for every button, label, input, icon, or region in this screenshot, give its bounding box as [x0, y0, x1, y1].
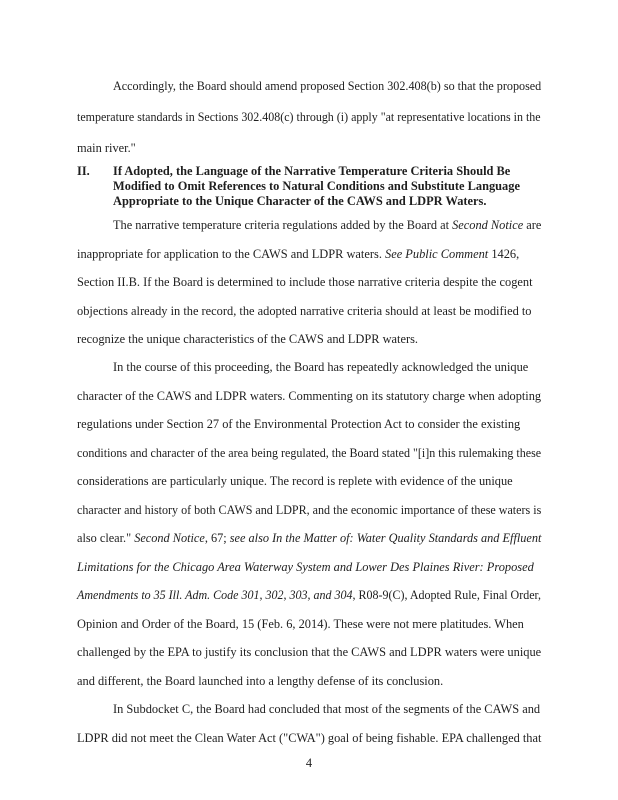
para3-line9-b: , R08-9(C), Adopted Rule, Final Order,	[352, 588, 542, 602]
para3-line7-c: , 67;	[204, 531, 230, 545]
para1-line2: temperature standards in Sections 302.408(c) through (i) apply "at representative locations in the	[77, 110, 541, 124]
para3-line1: In the course of this proceeding, the Board has repeatedly acknowledged the unique	[113, 360, 529, 374]
para3-line5: considerations are particularly unique. The record is replete with evidence of the unique	[77, 474, 513, 488]
para2-line1-c: are	[523, 218, 542, 232]
section-heading-line3: Appropriate to the Unique Character of the CAWS and LDPR Waters.	[113, 194, 487, 208]
para3-line7-a: also clear."	[77, 531, 135, 545]
para3-line7	[77, 531, 541, 545]
para2-line5: recognize the unique characteristics of the CAWS and LDPR waters.	[77, 332, 419, 346]
citation-case-title-end: Amendments to 35 Ill. Adm. Code 301, 302, 303, and 304	[77, 588, 353, 602]
para4-line1: In Subdocket C, the Board had concluded that most of the segments of the CAWS and	[113, 702, 541, 716]
para3-line6: character and history of both CAWS and LDPR, and the economic importance of these waters is	[77, 503, 542, 517]
para2-line3: Section II.B. If the Board is determined to include those narrative criteria despite the cogent	[77, 275, 533, 289]
para3-line9	[77, 588, 541, 602]
para2-line4: objections already in the record, the adopted narrative criteria should at least be modified to	[77, 304, 532, 318]
para3-line4: conditions and character of the area being regulated, the Board stated "[i]n this rulemaking these	[77, 446, 542, 460]
para3-line2: character of the CAWS and LDPR waters. Commenting on its statutory charge when adopting	[77, 389, 542, 403]
para4-line2: LDPR did not meet the Clean Water Act ("CWA") goal of being fishable. EPA challenged that	[77, 731, 542, 745]
section-number: II.	[77, 164, 90, 178]
para1-line1: Accordingly, the Board should amend proposed Section 302.408(b) so that the proposed	[113, 79, 542, 93]
citation-second-notice: Second Notice	[452, 218, 524, 232]
para3-line11: challenged by the EPA to justify its conclusion that the CAWS and LDPR waters were unique	[77, 645, 542, 659]
para2-line1-a: The narrative temperature criteria regulations added by the Board at	[113, 218, 453, 232]
citation-public-comment: See Public Comment	[385, 247, 489, 261]
para3-line8: Limitations for the Chicago Area Waterway System and Lower Des Plaines River: Proposed	[77, 560, 534, 574]
para1-line3: main river."	[77, 141, 136, 155]
section-heading-line1: If Adopted, the Language of the Narrative Temperature Criteria Should Be	[113, 164, 511, 178]
para2-line2-a: inappropriate for application to the CAWS and LDPR waters.	[77, 247, 386, 261]
para2-line2	[77, 247, 519, 261]
para3-line3: regulations under Section 27 of the Environmental Protection Act to consider the existing	[77, 417, 521, 431]
para3-line12: and different, the Board launched into a lengthy defense of its conclusion.	[77, 674, 444, 688]
section-heading-line2: Modified to Omit References to Natural Conditions and Substitute Language	[113, 179, 520, 193]
para3-line10: Opinion and Order of the Board, 15 (Feb. 6, 2014). These were not mere platitudes. When	[77, 617, 524, 631]
para2-line1	[113, 218, 541, 232]
page-number: 4	[305, 756, 313, 770]
citation-case-title-start: see also In the Matter of: Water Quality Standards and Effluent	[229, 531, 542, 545]
citation-second-notice-2: Second Notice	[134, 531, 205, 545]
para2-line2-c: 1426,	[488, 247, 520, 261]
